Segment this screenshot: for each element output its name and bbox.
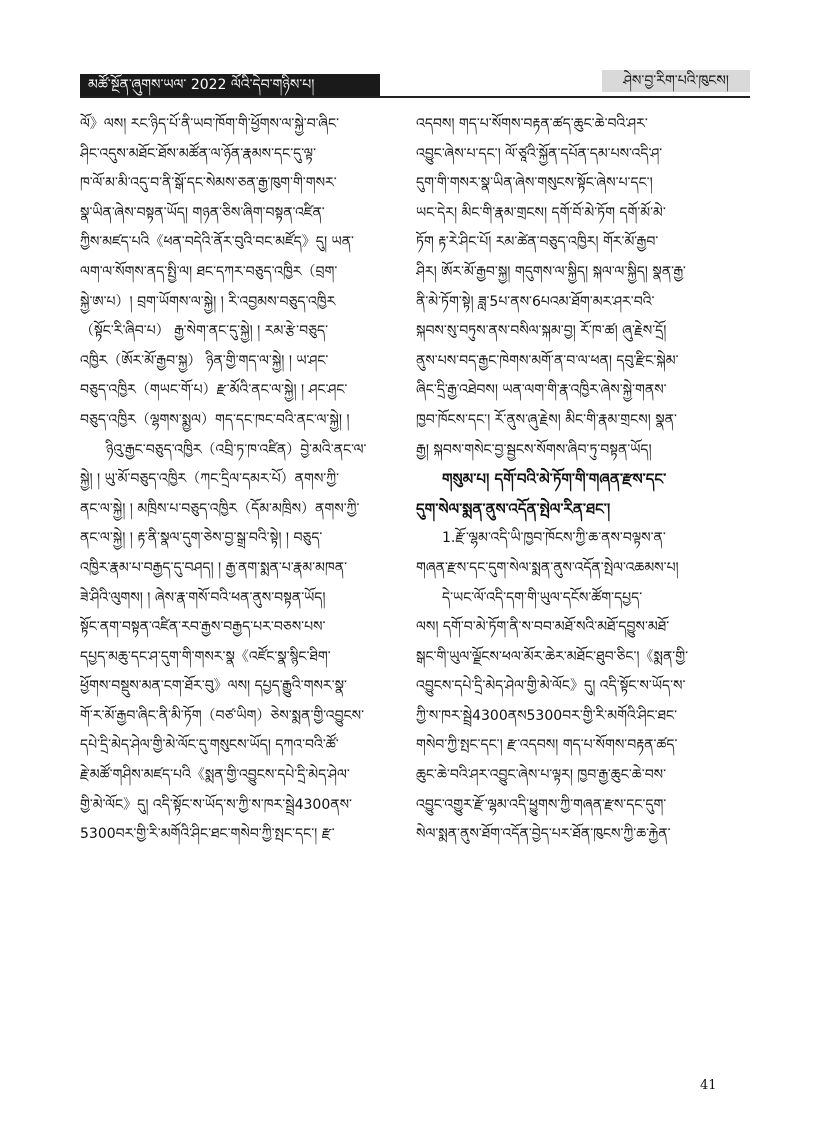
- section-title-banner: ཤེས་བྱ་རིག་པའི་ཁུངས།: [602, 70, 750, 92]
- right-column-line: ཤིར། ཨོར་མོ་རྒྱབ་སྐྱ། གདུགས་ལ་སྐྱིད། སྐལ་ལ་སྐྱིད། སྣན་རྒྱ་: [416, 263, 686, 280]
- right-column-line: འབྱུང་ཞེས་པ་དང་། ལོ་ཙཱའི་སྐྱོན་དཔོན་དམ་པས་འདི་ཤ་: [416, 145, 663, 162]
- left-column-line: འཁྱིར（ཨོར་མོ་རྒྱབ་སྐྱ） ཉིན་གྱི་གད་ལ་སྐྱེ། ། ཡ་ཤང་: [80, 352, 329, 369]
- left-text-column: [80, 110, 402, 850]
- right-column-line: གསུམ་པ། དགོ་བའི་མེ་ཏོག་གི་གཞན་རྫས་དང་: [442, 470, 667, 489]
- right-column-line: འདབས། གད་པ་སོགས་བརྟན་ཚད་ཆུང་ཆེ་བའི་ཤར་: [416, 116, 648, 132]
- right-column-line: སེལ་སྨན་ནུས་ཐོག་འདོན་བྱེད་པར་ཐོན་ཁུངས་ཀྱི་ཆ་རྐྱེན་: [416, 826, 671, 843]
- left-column-line: སྣ་ཡིན་ཞེས་བསྟན་ཡོད། གཉན་ཅིས་ཞིག་བསྟན་འཛིན་: [80, 204, 325, 221]
- right-column-line: 1.རྫོ་ལྷམ་འདི་ཡི་ཁྱབ་ཁོངས་ཀྱི་ཆ་ནས་བལྟས་ན་: [442, 530, 666, 547]
- journal-title-banner: མཚོ་སྔོན་ཞུགས་ཡལ་ 2022 ལོའི་དེབ་གཉིས་པ།: [80, 74, 380, 96]
- left-column-line: རྗེ་མཚོ་གཤིས་མཛད་པའི《སྨན་གྱི་འབྱུངས་དཔེ་དྲི་མེད་ཤེལ་: [80, 767, 350, 784]
- left-column-line: ཟེ་ཤིའི་ལུགས། ། ཞེས་རྣ་གསོ་བའི་ཕན་ནུས་བསྟན་ཡོད།: [80, 589, 326, 606]
- right-column-line: གཞན་རྫས་དང་དུག་སེལ་སྨན་ནུས་འདོན་སྤེལ་འཆམས་པ།: [416, 559, 679, 576]
- left-column-line: ནང་ལ་སྐྱེ། ། མཁྲིས་པ་བཅུད་འཁྱིར（དོམ་མཁྲིས）ནགས་ཀྱི་: [80, 500, 360, 517]
- right-column-line: ལས། དགོ་བ་མེ་ཏོག་ནི་ས་བབ་མཐོ་སའི་མཐོ་དབྱུས་མཐོ་: [416, 619, 670, 636]
- left-column-line: སྐྱེ། ། ཡུ་མོ་བཅུད་འཁྱིར（ཀང་དྲིལ་དམར་པོ）ནགས་ཀྱི་: [80, 471, 340, 488]
- right-column-line: ཁྱབ་ཁོངས་དང་། རོ་ནུས་ཞུ་རྗེས། མིང་གི་རྣམ་གྲངས། སྣན་: [416, 411, 677, 428]
- right-column-line: དེ་ཡང་ལོ་འདི་དག་གི་ཡུལ་དངོས་ཚོག་དཔྱད་: [442, 589, 643, 606]
- left-column-line: དཔེ་དྲི་མེད་ཤེལ་གྱི་མེ་ལོང་དུ་གསུངས་ཡོད། དཀའ་བའི་ཚོ་: [80, 737, 339, 754]
- right-column-line: ཀྱི་ས་ཁར་སྦྲེ4300ནས5300བར་གྱི་རི་མགོའི་ཤིང་ཐང་: [416, 707, 678, 724]
- left-column-line: སྟོང་ནག་བསྟན་འཛིན་རབ་རྒྱས་བརྒྱད་པར་བཅས་པས་: [80, 619, 326, 636]
- left-column-line: 5300བར་གྱི་རི་མགོའི་ཤིང་ཐང་གསེབ་ཀྱི་སྤང་དང་། རྫ་: [80, 826, 335, 843]
- right-column-line: དུག་གི་གསར་སྣ་ཡིན་ཞེས་གསུངས་སྟོང་ཞེས་པ་དང་།: [416, 175, 653, 192]
- left-column-line: སྐྱེ་ཨ་པ）། བྲག་ཡོགས་ལ་སྐྱེ། ། རི་འབྱམས་བཅུད་འཁྱིར: [80, 293, 336, 310]
- left-column-line: ལག་ལ་སོགས་ནད་སྤྱི་ལ། ཐང་དཀར་བཅུད་འཁྱིར（བྲག་: [80, 263, 338, 280]
- right-column-line: འབྱུངས་དཔེ་དྲི་མེད་ཤེལ་གྱི་མེ་ལོང》དུ། འདི་སྟོང་ས་ཡོད་ས་: [416, 678, 686, 695]
- left-column-line: གྱི་མེ་ལོང》དུ། འདི་སྟོང་ས་ཡོད་ས་ཀྱི་ས་ཁར་སྦྲེ4300ནས་: [80, 796, 352, 813]
- right-column-line: ནུས་པས་བད་རྒྱང་ཁེགས་མགོ་ན་བ་ལ་ཕན། དབུ་རྫིང་སྐེམ་: [416, 352, 679, 369]
- right-column-line: ནི་མེ་ཏོག་སྟེ། ཟླ་5པ་ནས་6པའམ་ཐོག་མར་ཤར་བའི་: [416, 293, 655, 310]
- right-column-line: དུག་སེལ་སྨན་ནུས་འདོན་སྤེལ་རིན་ཐང་།: [416, 499, 611, 518]
- left-column-line: ཕྱོགས་བསྡུས་མན་ངག་ཐོར་བུ》ལས། དཔྱད་རྒྱུའི་གསར་སྣ་: [80, 678, 347, 695]
- left-column-line: ནང་ལ་སྐྱེ། ། རྟ་ནི་སྣལ་དུག་ཅེས་བྱ་སྒྲ་བའི་སྟེ། ། བཅུད་: [80, 530, 323, 547]
- header-divider: [80, 96, 750, 98]
- left-column-line: དཔྱད་མཆུ་དང་ཤ་དུག་གི་གསར་སྣ《འཛོང་སྣ་སྙིང་ཐིག་: [80, 648, 331, 665]
- left-column-line: ཉིའུ་རྒྱང་བཅུད་འཁྱིར（འབྲི་ཏ་ཁ་འཛིན）བྱེ་མའི་ནང་ལ་: [106, 441, 367, 458]
- right-column-line: རྒྱ། སྐབས་གསེང་བྱ་སྦྱངས་སོགས་ཞིབ་ཏུ་བསྟན་ཡོད།: [416, 441, 652, 458]
- right-column-line: ཞིང་དྲི་རྒྱ་འཐེབས། ཡན་ལག་གི་རྣ་འཁྱིར་ཞེས་སྐྱེ་གནས་: [416, 382, 667, 399]
- left-column-line: ཁ་ལོ་མ་མི་འདུ་བ་ནི་སྒོ་དང་སེམས་ཅན་རྒྱ་ཁུག་གི་གསར་: [80, 175, 337, 192]
- right-text-column: [416, 110, 738, 850]
- right-column-line: འབྱུང་འགྱུར་རྫོ་ལྷམ་འདི་ཕྱུགས་ཀྱི་གཞན་རྫས་དང་དུག་: [416, 796, 667, 813]
- left-column-line: （སྟོང་རི་ཞིབ་པ） རྒྱ་སེག་ནང་དུ་སྐྱེ། ། རམ་རྩེ་བཅུད་: [80, 323, 329, 340]
- left-column-line: གོ་ར་མོ་རྒྱབ་ཞིང་ནི་མི་ཏོག（བཙ་ཡིག）ཅེས་སྨན་གྱི་འབྱུངས་: [80, 707, 365, 724]
- left-column-line: བཅུད་འཁྱིར（གཡང་གོ་པ）རྫ་མོའི་ནང་ལ་སྐྱེ། ། ཤང་ཤང་: [80, 382, 348, 399]
- right-column-line: སྐབས་སུ་བཏུས་ནས་བསིལ་སྐམ་བྱ། རོ་ཁ་ཚ། ཞུ་རྗེས་དྲོ།: [416, 323, 667, 340]
- right-column-line: ཡང་དེར། མིང་གི་རྣམ་གྲངས། དགོ་བོ་མེ་ཏོག དགོ་མོ་མེ་: [416, 204, 666, 221]
- right-column-line: ཆུང་ཆེ་བའི་ཤར་འབྱུང་ཞེས་པ་ལྟར། ཁྱབ་རྒྱ་ཆུང་ཆེ་བས་: [416, 767, 667, 784]
- left-column-line: ཤིང་འདུས་མཐོང་ཐོས་མཚོན་ལ་ཉོན་རྣམས་དང་དུ་ལྟ་: [80, 145, 317, 162]
- left-column-line: ཀྱིས་མཛད་པའི《ཕན་བདེའི་ནོར་བུའི་བང་མཛོད》དུ། ཡན་: [80, 234, 354, 251]
- left-column-line: འཁྱིར་རྣམ་པ་བརྒྱད་དུ་བཤད། ། རྒྱ་ནག་སྨན་པ་རྣམ་མཁན་: [80, 559, 348, 576]
- right-column-line: གསེབ་ཀྱི་སྤང་དང་། རྫ་འདབས། གད་པ་སོགས་བརྟན་ཚད་: [416, 737, 678, 754]
- left-column-line: བཅུད་འཁྱིར（ལྷགས་སྨྱལ）གད་དང་ཁང་བའི་ནང་ལ་སྐྱེ། །: [80, 411, 350, 428]
- page-number: 41: [700, 1078, 717, 1093]
- left-column-line: ལོ》ལས། རང་ཉིད་པོ་ནི་ཡབ་ཁོག་གི་ཕྱོགས་ལ་སྐྱེ་བ་ཞིང་: [80, 116, 340, 132]
- right-column-line: ཏོག རྟ་རེ་ཤིང་པོ། རམ་ཚེན་བཅུད་འཁྱིར། གོར་མོ་རྒྱབ་: [416, 234, 659, 251]
- right-column-line: སྒང་གི་ཡུལ་ལྗོངས་ཕལ་མོར་ཆེར་མཐོང་ཐུབ་ཅིང་།《སྨན་གྱི་: [416, 648, 689, 665]
